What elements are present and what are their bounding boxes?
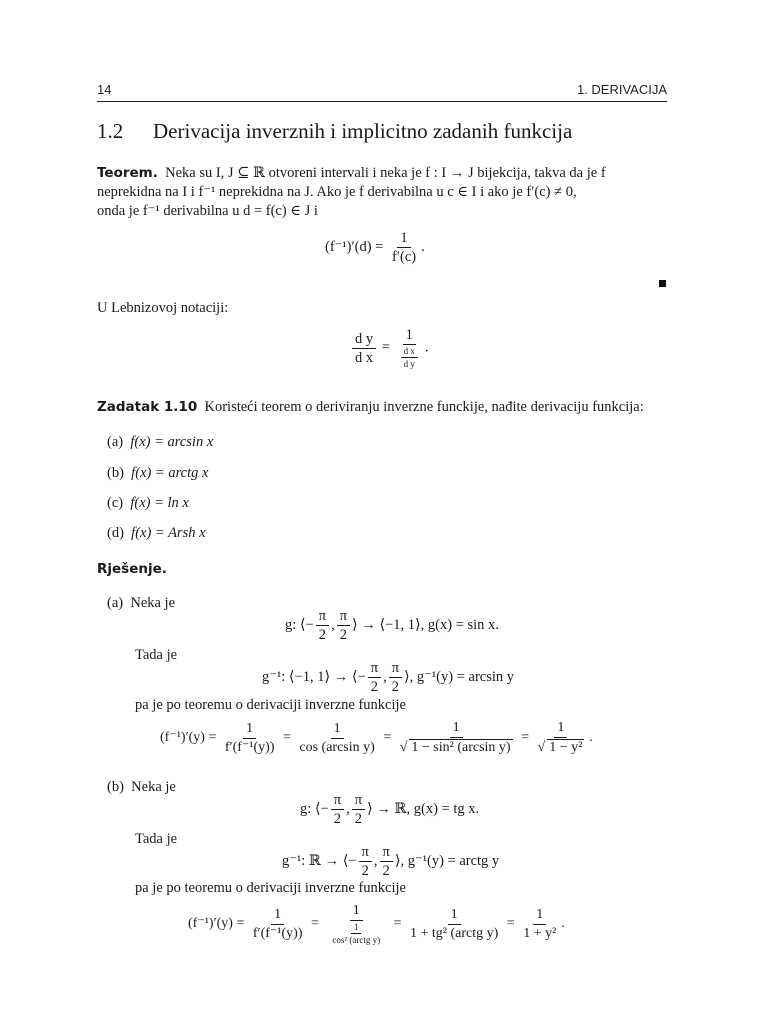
g-suffix: ⟩ → ⟨−1, 1⟩, g(x) = sin x. [352,616,499,633]
fraction [331,792,344,827]
g-prefix: g: ⟨− [285,616,314,633]
eq-tail: . [589,730,593,746]
denominator: d x [355,349,374,366]
solution-a-g-definition [285,608,499,643]
theorem-equation [325,230,425,265]
fraction [222,721,278,756]
numerator: 1 [533,907,546,925]
item-label: (a) [107,434,124,450]
numerator: 1 [350,903,363,921]
denominator: 2 [361,863,369,879]
g-suffix: ⟩ → ℝ, g(x) = tg x. [367,800,480,817]
solution-b-g-inverse [282,844,499,879]
numerator: π [331,792,344,810]
item-label: (c) [107,495,124,511]
denominator: 2 [391,679,399,695]
solution-label: Rješenje. [97,561,167,577]
numerator: 1 [403,327,416,345]
task-item [107,434,213,451]
task-item [107,525,206,542]
derivative-lhs: (f⁻¹)′(y) = [188,916,245,932]
denominator: 2 [382,863,390,879]
comma: , [373,852,378,869]
task-label: Zadatak 1.10 [97,399,198,415]
pa-je-text: pa je po teoremu o derivaciji inverzne funkcije [135,697,406,713]
numerator: π [352,792,365,810]
comma: , [331,616,335,633]
item-label: (d) [107,525,124,541]
denominator: 2 [333,811,342,827]
g-inverse-suffix: ⟩, g⁻¹(y) = arctg y [394,852,500,869]
denominator: f′(f⁻¹(y)) [224,739,275,755]
derivative-lhs: (f⁻¹)′(y) = [160,730,217,746]
g-inverse-prefix: g⁻¹: ℝ → ⟨− [282,852,357,869]
fraction [296,721,377,756]
eq-tail: . [421,238,425,255]
denominator [396,345,423,369]
fraction [316,608,329,643]
numerator: 1 [331,721,344,739]
numerator: π [359,844,372,862]
numerator: 1 [450,720,463,738]
equals: = [383,730,392,746]
item-expression: f(x) = Arsh x [131,525,206,541]
task-heading [97,399,644,416]
fraction [535,720,588,756]
item-expression: f(x) = arctg x [131,465,209,481]
header-rule [97,101,667,102]
equals: = [310,916,319,932]
tada-je: Tada je [135,831,178,847]
fraction [359,844,372,879]
fraction [368,660,381,695]
tada-je: Tada je [135,647,178,663]
fraction [397,720,516,756]
radicand: 1 − sin² (arcsin y) [411,740,511,755]
denominator: √ 1 − sin² (arcsin y) [399,740,511,755]
item-expression: f(x) = arcsin x [130,434,214,450]
numerator: π [368,660,381,678]
numerator: 1 [397,230,410,248]
solution-a-derivative [160,720,593,756]
g-inverse-prefix: g⁻¹: ⟨−1, 1⟩ → ⟨− [262,668,366,685]
section-title: Derivacija inverznih i implicitno zadanih funkcija [153,119,573,143]
qed-square-icon [659,280,666,287]
numerator: π [337,608,350,626]
item-label: (b) [107,779,124,795]
fraction [337,608,350,643]
fraction [389,230,419,265]
solution-b-g-definition [300,792,479,827]
item-expression: f(x) = ln x [130,495,189,511]
solution-a-g-inverse [262,660,514,695]
numerator: π [389,660,402,678]
fraction [389,660,402,695]
theorem-line-3: onda je f⁻¹ derivabilna u d = f(c) ∈ J i [97,203,318,219]
fraction [324,903,388,945]
numerator: 1 [448,907,461,925]
numerator: 1 [243,721,256,739]
radicand: 1 − y² [549,740,583,755]
neka-je: Neka je [130,595,176,611]
numerator: 1 [351,922,362,934]
leibniz-equation [350,327,428,369]
section-number: 1.2 [97,119,124,143]
comma: , [346,800,350,817]
item-label: (b) [107,465,124,481]
eq-lhs: (f⁻¹)′(d) = [325,238,384,255]
denominator: cos (arcsin y) [299,739,375,755]
denominator: 2 [318,627,327,643]
fraction [250,907,306,942]
fraction [407,907,501,942]
eq-tail: . [561,916,565,932]
g-prefix: g: ⟨− [300,800,329,817]
eq-tail: . [424,339,429,356]
inner-fraction [329,922,383,945]
fraction [396,327,423,369]
inner-fraction [401,346,418,369]
denominator: 2 [339,627,347,643]
equals: = [381,339,390,356]
fraction [352,792,365,827]
task-text: Koristeći teorem o deriviranju inverzne funckije, nađite derivaciju funkcija: [204,399,644,415]
denominator: 2 [354,811,362,827]
theorem-line-2: neprekidna na I i f⁻¹ neprekidna na J. Ako je f derivabilna u c ∈ I i ako je f′(c) ≠ 0, [97,184,577,200]
fraction [352,331,376,366]
fraction [380,844,393,879]
denominator: √ 1 − y² [537,740,583,755]
denominator: 1 + y² [523,925,557,941]
numerator: π [380,844,393,862]
numerator: d y [352,331,376,349]
pa-je-text: pa je po teoremu o derivaciji inverzne funkcije [135,880,406,896]
leibniz-text: U Lebnizovoj notaciji: [97,300,229,316]
neka-je: Neka je [131,779,176,795]
task-item [107,495,189,512]
numerator: d x [401,346,418,358]
denominator: f′(f⁻¹(y)) [252,925,303,941]
denominator: cos² (arctg y) [332,935,381,945]
fraction [520,907,559,942]
running-header: 1. DERIVACIJA [576,82,667,97]
solution-a-intro [107,595,175,612]
equals: = [282,730,291,746]
denominator [324,921,388,945]
page-number: 14 [97,82,112,97]
numerator: π [316,608,329,626]
denominator: d y [403,359,415,369]
task-item [107,465,208,482]
theorem-line-1 [97,164,667,183]
solution-b-intro [107,779,176,796]
numerator: 1 [271,907,284,925]
theorem-paragraph [97,164,667,221]
equals: = [393,916,402,932]
equals: = [506,916,515,932]
denominator: 2 [370,679,379,695]
theorem-text-1: Neka su I, J ⊆ ℝ otvoreni intervali i neka je f : I → J bijekcija, takva da je f [165,165,606,181]
theorem-label: Teorem. [97,165,158,181]
denominator: 1 + tg² (arctg y) [409,925,499,941]
equals: = [521,730,529,746]
g-inverse-suffix: ⟩, g⁻¹(y) = arcsin y [404,668,515,685]
numerator: 1 [554,720,567,738]
comma: , [383,668,387,685]
denominator: f′(c) [392,249,417,265]
solution-b-derivative [188,903,565,945]
item-label: (a) [107,595,124,611]
